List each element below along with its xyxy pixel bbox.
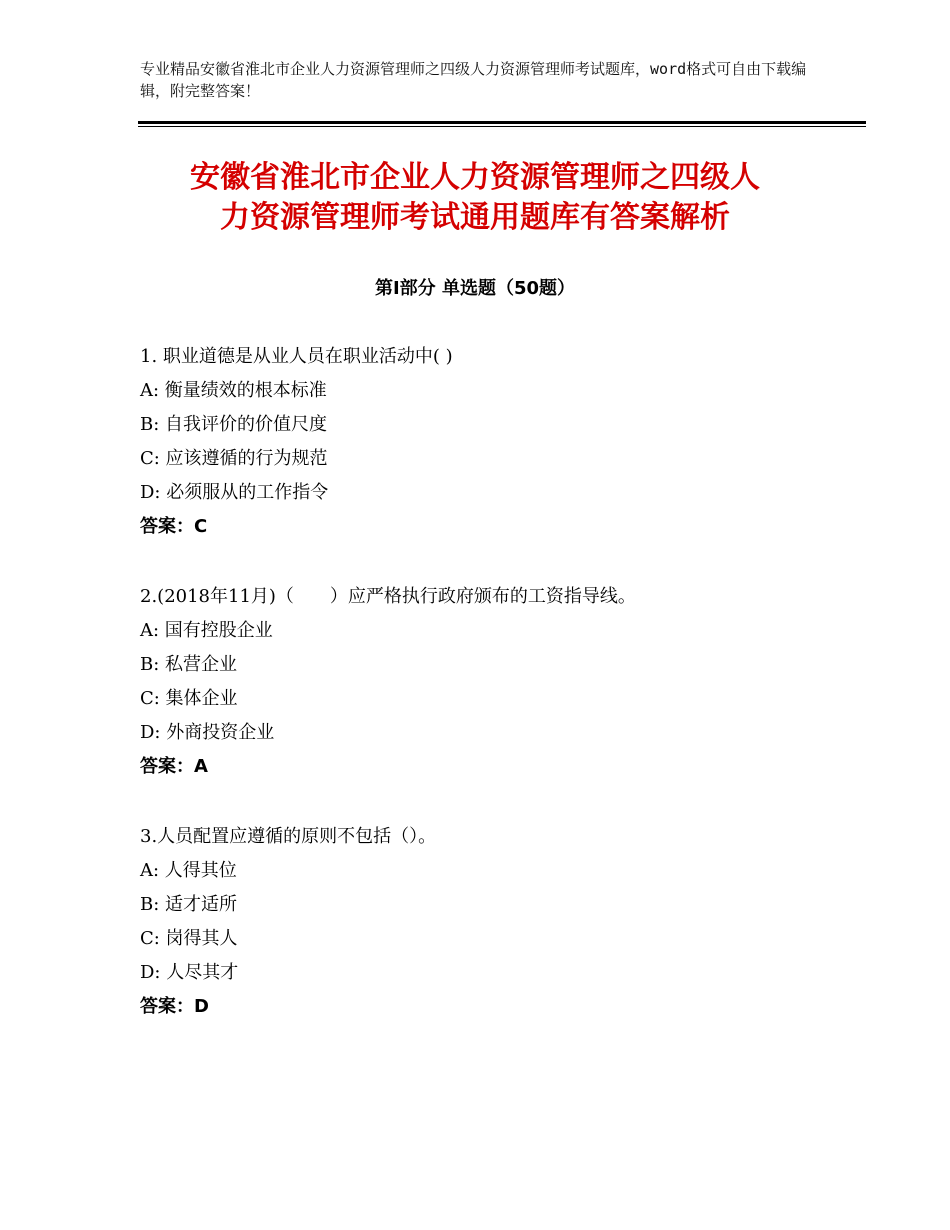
header-rule-thick <box>138 121 866 124</box>
option-b: B: 私营企业 <box>140 654 238 675</box>
option-d: D: 人尽其才 <box>140 962 239 983</box>
document-title-line-2: 力资源管理师考试通用题库有答案解析 <box>220 200 730 235</box>
option-d: D: 必须服从的工作指令 <box>140 482 329 503</box>
answer: 答案：C <box>140 516 208 537</box>
option-c: C: 集体企业 <box>140 688 238 709</box>
question-stem: 3.人员配置应遵循的原则不包括（）。 <box>140 826 437 847</box>
option-b: B: 适才适所 <box>140 894 238 915</box>
answer: 答案：A <box>140 756 208 777</box>
question-list <box>140 340 860 1060</box>
question-stem: 2.(2018年11月)（ ）应严格执行政府颁布的工资指导线。 <box>140 586 636 607</box>
option-a: A: 国有控股企业 <box>140 620 273 641</box>
option-a: A: 人得其位 <box>140 860 237 881</box>
header-rule-thin <box>138 126 866 127</box>
document-title <box>100 158 850 238</box>
question-1 <box>140 340 860 544</box>
header-note: 专业精品安徽省淮北市企业人力资源管理师之四级人力资源管理师考试题库，word格式可自由下载编辑，附完整答案！ <box>140 60 807 100</box>
question-2 <box>140 580 860 784</box>
section-title: 第Ⅰ部分 单选题（50题） <box>374 278 575 299</box>
option-c: C: 应该遵循的行为规范 <box>140 448 328 469</box>
option-d: D: 外商投资企业 <box>140 722 275 743</box>
question-stem: 1. 职业道德是从业人员在职业活动中( ) <box>140 346 453 367</box>
answer: 答案：D <box>140 996 209 1017</box>
option-b: B: 自我评价的价值尺度 <box>140 414 328 435</box>
question-3 <box>140 820 860 1024</box>
option-c: C: 岗得其人 <box>140 928 238 949</box>
document-title-line-1: 安徽省淮北市企业人力资源管理师之四级人 <box>190 160 760 195</box>
option-a: A: 衡量绩效的根本标准 <box>140 380 327 401</box>
